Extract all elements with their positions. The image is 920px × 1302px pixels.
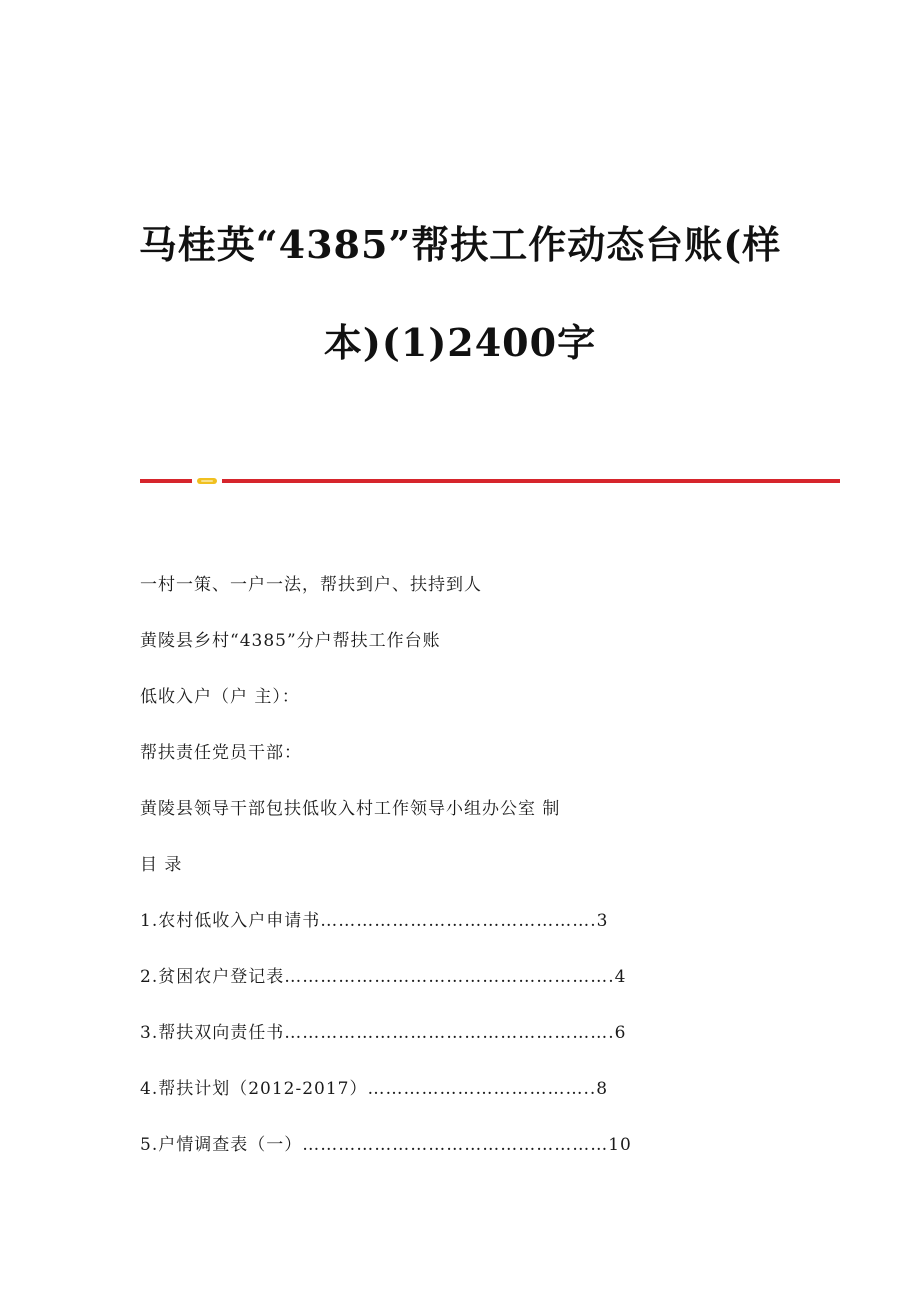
document-title-line-2: 本)(1)2400字 [323, 320, 597, 365]
slogan-text: 一村一策、一户一法，帮扶到户、扶持到人 [140, 575, 482, 595]
household-head-label: 低收入户（户 主）： [140, 687, 300, 707]
document-title-line-1: 马桂英“4385”帮扶工作动态台账(样 [138, 222, 782, 267]
toc-entry: 5.户情调查表（一）……………………………………………10 [140, 1135, 632, 1155]
toc-entry: 1.农村低收入户申请书……………………………………….3 [140, 911, 609, 931]
divider-left-segment [140, 479, 192, 483]
responsible-cadre-label: 帮扶责任党员干部： [140, 743, 302, 763]
toc-entry: 2.贫困农户登记表……………………………………………….4 [140, 967, 627, 987]
toc-entry: 3.帮扶双向责任书……………………………………………….6 [140, 1023, 627, 1043]
issuing-office-text: 黄陵县领导干部包扶低收入村工作领导小组办公室 制 [140, 799, 561, 819]
toc-heading: 目 录 [140, 855, 183, 875]
divider-ornament-icon [197, 477, 217, 485]
toc-entry: 4.帮扶计划（2012-2017）………………………………..8 [140, 1079, 609, 1099]
ledger-title-text: 黄陵县乡村“4385”分户帮扶工作台账 [140, 631, 441, 651]
divider-right-segment [222, 479, 840, 483]
title-divider [140, 477, 840, 485]
